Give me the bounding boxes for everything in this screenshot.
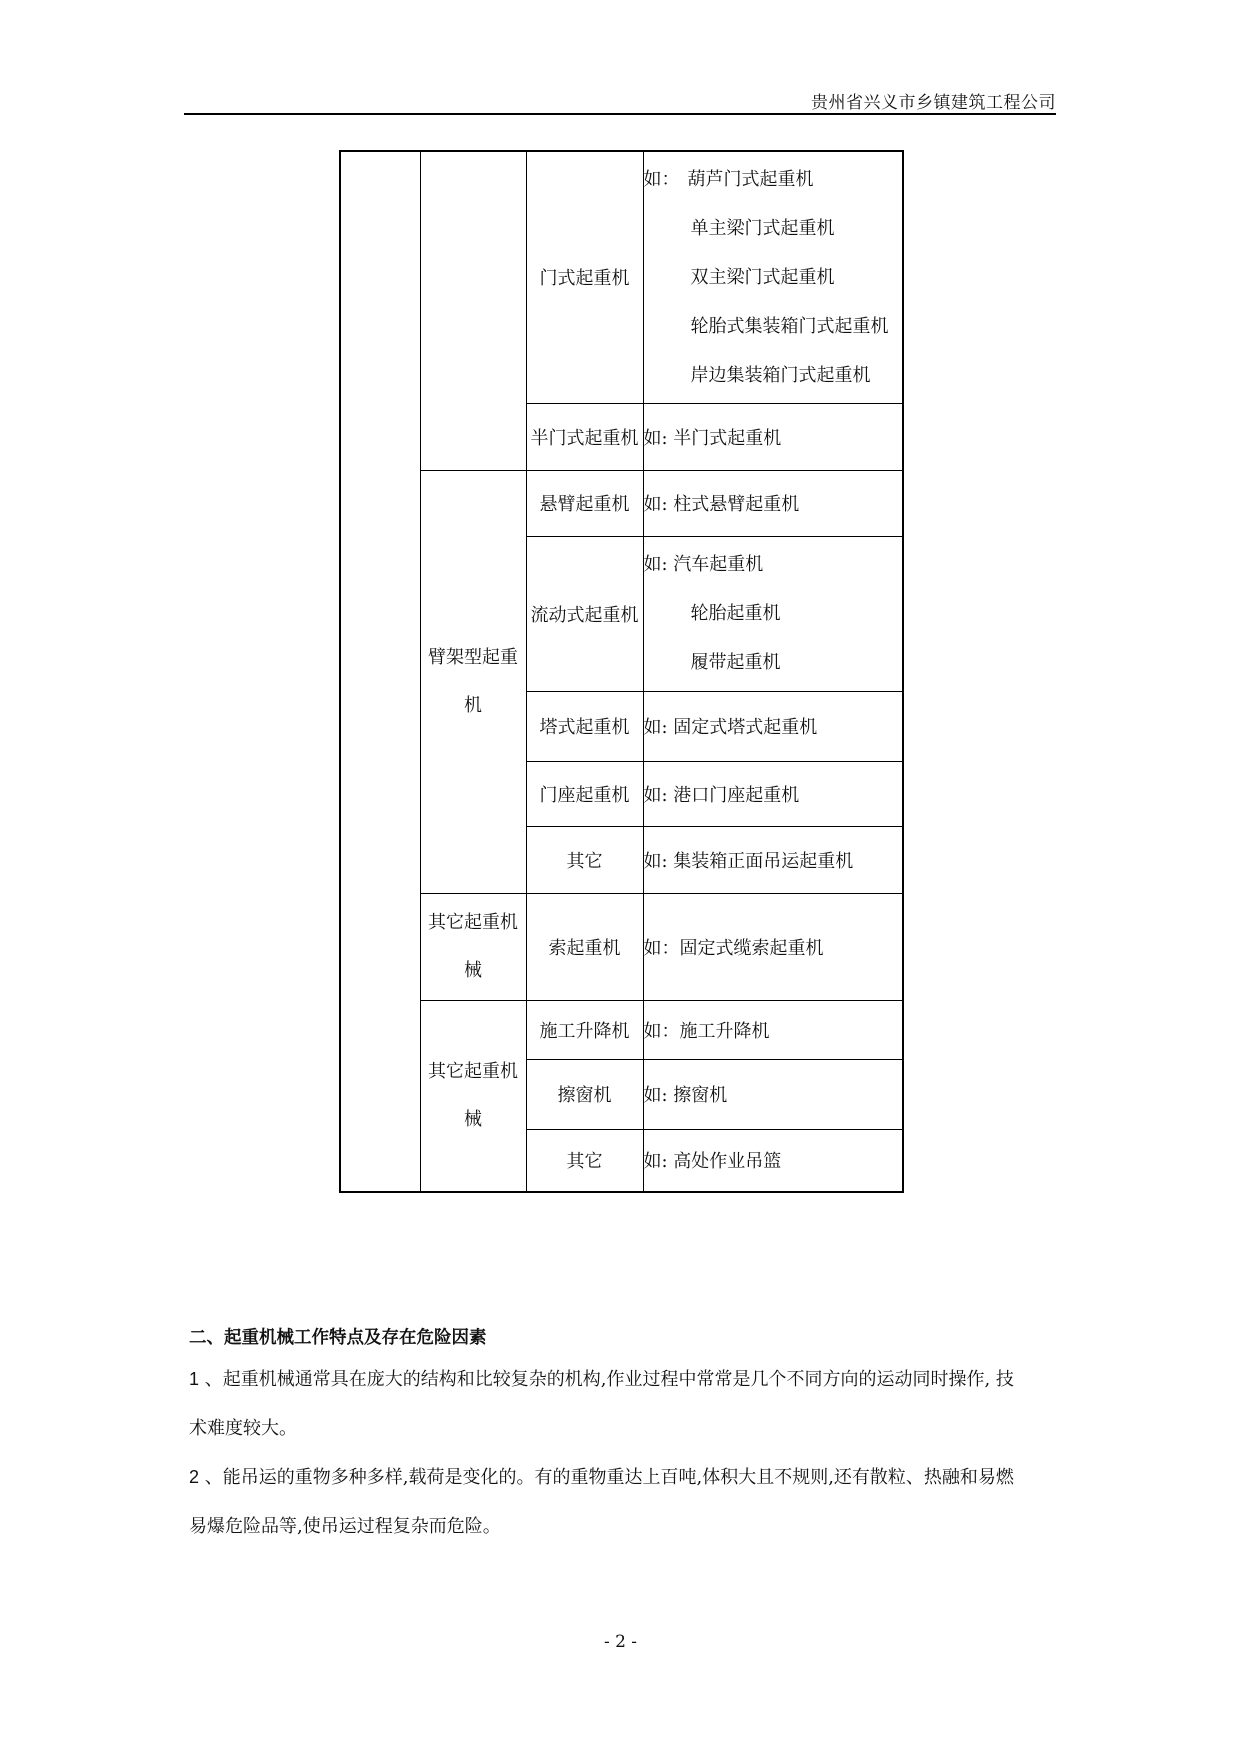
table-cell-category xyxy=(420,151,526,470)
paragraph-1 xyxy=(189,1355,1059,1453)
table-cell-type: 悬臂起重机 xyxy=(526,470,643,536)
table-cell-category: 其它起重机械 xyxy=(420,1000,526,1192)
table-cell-example: 如: 高处作业吊篮 xyxy=(643,1129,903,1192)
example-item: 葫芦门式起重机 xyxy=(687,168,814,190)
paragraph-2 xyxy=(189,1453,1059,1551)
table-row xyxy=(340,893,903,1000)
table-cell-type: 其它 xyxy=(526,1129,643,1192)
table-cell-type: 流动式起重机 xyxy=(526,536,643,691)
table-cell-type: 擦窗机 xyxy=(526,1059,643,1129)
table-cell-example: 如: 擦窗机 xyxy=(643,1059,903,1129)
table-cell-type: 索起重机 xyxy=(526,893,643,1000)
table-cell-blank xyxy=(340,151,420,1192)
section-title: 二、起重机械工作特点及存在危险因素 xyxy=(189,1328,487,1348)
header-divider xyxy=(184,113,1056,115)
example-item: 履带起重机 xyxy=(690,652,781,673)
table-row xyxy=(340,470,903,536)
table-cell-example: 如: 柱式悬臂起重机 xyxy=(643,470,903,536)
example-item: 单主梁门式起重机 xyxy=(690,217,835,239)
paragraph-text: 、能吊运的重物多种多样,载荷是变化的。有的重物重达上百吨,体积大且不规则,还有散粒、热融和易燃 xyxy=(204,1467,1014,1488)
example-prefix: 如： xyxy=(643,168,680,190)
crane-classification-table xyxy=(339,150,904,1193)
table-cell-example: 如：施工升降机 xyxy=(643,1000,903,1059)
header-company: 贵州省兴义市乡镇建筑工程公司 xyxy=(811,93,1056,113)
paragraph-number: 1 xyxy=(189,1369,200,1389)
paragraph-text: 、起重机械通常具在庞大的结构和比较复杂的机构,作业过程中常常是几个不同方向的运动同时操作, 技 xyxy=(204,1369,1014,1390)
table-cell-type: 其它 xyxy=(526,826,643,893)
table-cell-type: 门式起重机 xyxy=(526,151,643,403)
paragraph-text: 术难度较大。 xyxy=(189,1418,297,1439)
page-number: - 2 - xyxy=(603,1632,638,1652)
table-cell-type: 门座起重机 xyxy=(526,761,643,826)
table-cell-example: 如: 半门式起重机 xyxy=(643,403,903,470)
example-item: 岸边集装箱门式起重机 xyxy=(690,364,871,386)
table-row xyxy=(340,151,903,403)
table-cell-example: 如: 集装箱正面吊运起重机 xyxy=(643,826,903,893)
table-cell-examples xyxy=(643,536,903,691)
example-item: 轮胎起重机 xyxy=(690,603,781,624)
example-item: 轮胎式集装箱门式起重机 xyxy=(690,315,889,337)
table-cell-category: 臂架型起重机 xyxy=(420,470,526,893)
example-item: 双主梁门式起重机 xyxy=(690,266,835,288)
table-cell-type: 半门式起重机 xyxy=(526,403,643,470)
example-item: 如: 汽车起重机 xyxy=(643,554,764,575)
paragraph-number: 2 xyxy=(189,1467,200,1487)
paragraph-text: 易爆危险品等,使吊运过程复杂而危险。 xyxy=(189,1516,501,1537)
table-cell-example: 如: 港口门座起重机 xyxy=(643,761,903,826)
table-cell-example: 如: 固定式塔式起重机 xyxy=(643,691,903,761)
table-cell-example: 如：固定式缆索起重机 xyxy=(643,893,903,1000)
table-cell-examples xyxy=(643,151,903,403)
table-cell-category: 其它起重机械 xyxy=(420,893,526,1000)
table-cell-type: 施工升降机 xyxy=(526,1000,643,1059)
table-row xyxy=(340,1000,903,1059)
table-cell-type: 塔式起重机 xyxy=(526,691,643,761)
